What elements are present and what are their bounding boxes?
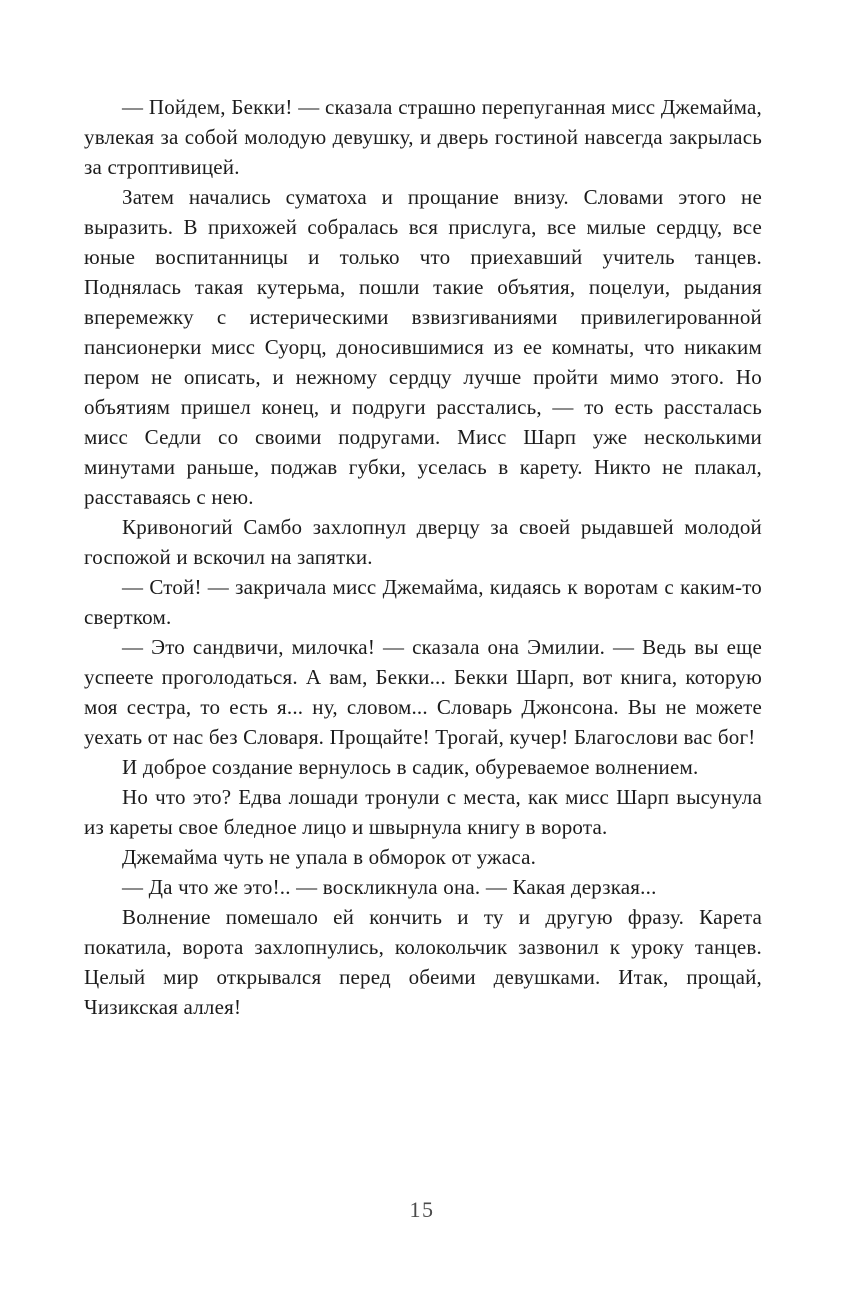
page-number: 15 <box>409 1197 435 1222</box>
paragraph: Кривоногий Самбо захлопнул дверцу за своей рыдавшей молодой госпожой и вскочил на запятки. <box>84 515 762 569</box>
text-block <box>84 92 762 1022</box>
paragraph: Волнение помешало ей кончить и ту и другую фразу. Карета покатила, ворота захлопнулись, колокольчик зазвонил к уроку танцев. Целый мир открывался перед обеими девушками. Итак, прощай, Чизикская аллея! <box>84 905 762 1019</box>
paragraph: Но что это? Едва лошади тронули с места, как мисс Шарп высунула из кареты свое бледное лицо и швырнула книгу в ворота. <box>84 785 762 839</box>
paragraph: И доброе создание вернулось в садик, обуреваемое волнением. <box>122 755 699 779</box>
paragraph: — Это сандвичи, милочка! — сказала она Эмилии. — Ведь вы еще успеете проголодаться. А вам, Бекки... Бекки Шарп, вот книга, которую моя сестра, то есть я... ну, словом... Словарь Джонсона. Вы не можете уехать от нас без Словаря. Прощайте! Трогай, кучер! Благослови вас бог! <box>84 635 762 749</box>
paragraph: — Стой! — закричала мисс Джемайма, кидаясь к воротам с каким-то свертком. <box>84 575 762 629</box>
paragraph: — Пойдем, Бекки! — сказала страшно перепуганная мисс Джемайма, увлекая за собой молодую девушку, и дверь гостиной навсегда закрылась за строптивицей. <box>84 95 762 179</box>
paragraph: Джемайма чуть не упала в обморок от ужаса. <box>122 845 537 869</box>
paragraph: Затем начались суматоха и прощание внизу. Словами этого не выразить. В прихожей собралась вся прислуга, все милые сердцу, все юные воспитанницы и только что приехавший учитель танцев. Поднялась такая кутерьма, пошли такие объятия, поцелуи, рыдания вперемежку с истерическими взвизгиваниями привилегированной пансионерки мисс Суорц, доносившимися из ее комнаты, что никаким пером не описать, и нежному сердцу лучше пройти мимо этого. Но объятиям пришел конец, и подруги расстались, — то есть рассталась мисс Седли со своими подругами. Мисс Шарп уже несколькими минутами раньше, поджав губки, уселась в карету. Никто не плакал, расставаясь с нею. <box>84 185 762 509</box>
paragraph: — Да что же это!.. — воскликнула она. — Какая дерзкая... <box>122 875 657 899</box>
